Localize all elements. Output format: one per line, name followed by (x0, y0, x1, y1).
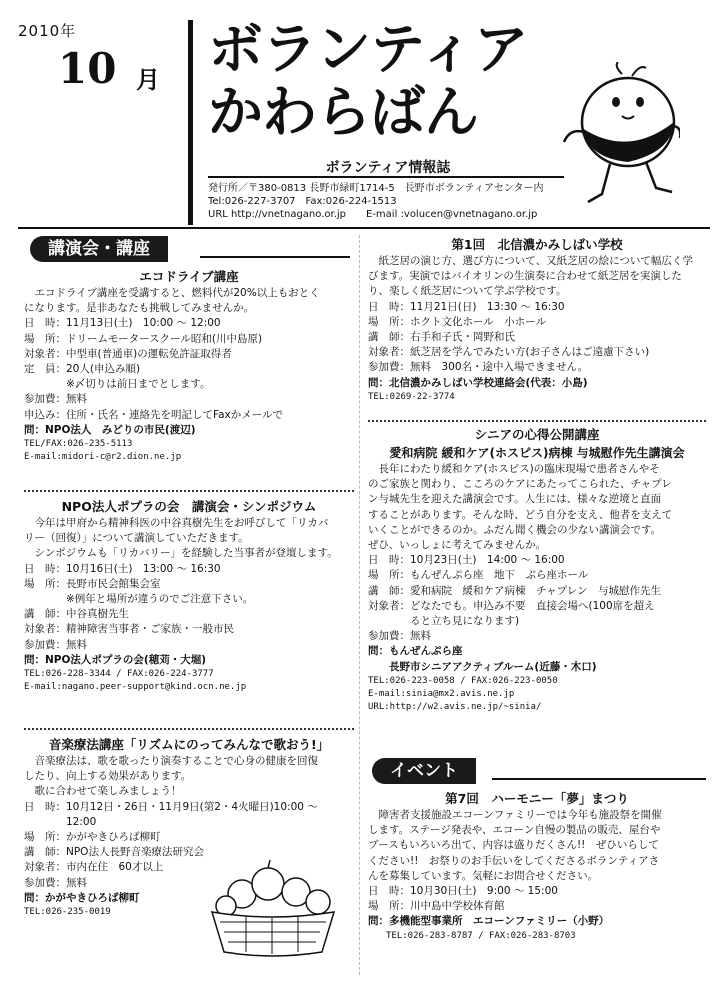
section-events-label: イベント (372, 758, 476, 784)
contact-name: 問：NPO法人 みどりの市民(渡辺) (24, 423, 196, 436)
event-date: 日 時：10月12日・26日・11月9日(第2・4火曜日)10:00 ～ (24, 800, 318, 813)
article-body-line: になります。是非あなたも挑戦してみませんか。 (24, 302, 255, 315)
article-body-line: リー（回復）」について講演していただきます。 (24, 532, 249, 545)
contact-email: E-mail:midori-c@r2.dion.ne.jp (24, 452, 182, 463)
masthead-title-line2: かわらばん (208, 80, 479, 144)
publisher-phone: Tel:026-227-3707 Fax:026-224-1513 (208, 196, 397, 207)
contact-url: URL:http://w2.avis.ne.jp/~sinia/ (368, 701, 542, 712)
issue-month-number: 10 (58, 44, 117, 93)
event-date: 日 時：10月30日(土) 9:00 ～ 15:00 (368, 885, 558, 898)
dotted-divider (24, 728, 354, 730)
event-fee: 参加費：無料 300名・途中入場できません。 (368, 361, 589, 374)
article-subtitle: 愛和病院 緩和ケア(ホスピス)病棟 与城慰作先生講演会 (389, 446, 685, 460)
event-date: 日 時：11月21日(日) 13:30 ～ 16:30 (368, 300, 565, 313)
event-date-cont: 12:00 (66, 815, 97, 828)
contact-tel: TEL:0269-22-3774 (368, 391, 455, 402)
contact-name: 問：もんぜんぷら座 (368, 645, 463, 658)
article-body-line: のご家族と関わり、こころのケアにあたってこられた、チャプレ (368, 478, 672, 491)
event-apply: 申込み：住所・氏名・連絡先を明記してFaxかメールで (24, 408, 284, 421)
contact-tel: TEL:026-228-3344 / FAX:026-224-3777 (24, 669, 214, 680)
section-events-rule (492, 778, 706, 780)
contact-name: 問：多機能型事業所 エコーンファミリー（小野） (368, 915, 610, 928)
article-body-line: 音楽療法は、歌を歌ったり演奏することで心身の健康を回復 (34, 755, 318, 767)
header-divider (188, 20, 193, 225)
article-kamishibai (368, 236, 706, 404)
article-senior-lecture (368, 426, 706, 714)
article-body-line: いくことができるのか。ふだん聞く機会の少ない講演会です。 (368, 523, 662, 536)
event-place: 場 所：川中島中学校体育館 (368, 900, 505, 913)
contact-tel: TEL:026-223-0058 / FAX:026-223-0050 (368, 675, 558, 686)
section-lectures-rule (200, 256, 350, 258)
event-lecturer: 講 師：NPO法人長野音楽療法研究会 (24, 846, 204, 859)
article-eco-drive (24, 268, 354, 464)
event-lecturer: 講 師：中谷真樹先生 (24, 608, 129, 621)
event-capacity: 定 員：20人(申込み順) (24, 363, 141, 376)
event-date: 日 時：10月23日(土) 14:00 ～ 16:00 (368, 554, 565, 567)
event-note: ※〆切りは前日までとします。 (66, 378, 211, 391)
event-date: 日 時：11月13日(土) 10:00 ～ 12:00 (24, 317, 221, 330)
dotted-divider (368, 420, 706, 422)
event-lecturer: 講 師：愛和病院 緩和ケア病棟 チャプレン 与城慰作先生 (368, 584, 662, 597)
contact-email: E-mail:nagano.peer-support@kind.ocn.ne.jp (24, 682, 247, 693)
column-separator (359, 235, 360, 975)
article-body-line: シンポジウムも「リカバリー」を経験した当事者が登壇します。 (34, 547, 338, 560)
issue-year: 2010年 (18, 22, 77, 40)
article-body-line: 歌に合わせて楽しみましょう！ (34, 785, 182, 798)
contact-tel: TEL/FAX:026-235-5113 (24, 439, 133, 450)
section-lectures-header (30, 236, 350, 262)
publisher-url: URL http://vnetnagano.or.jp E-mail :volucen@vnetnagano.or.jp (208, 209, 538, 220)
event-place: 場 所：長野市民会館集会室 (24, 577, 161, 590)
article-title: エコドライブ講座 (139, 269, 239, 284)
publisher-info: 発行所／〒380-0813 長野市緑町1714-5 長野市ボランティアセンター内 (208, 183, 544, 194)
contact-tel: TEL:026-235-0019 (24, 907, 111, 918)
event-place: 場 所：かがやきひろば柳町 (24, 831, 161, 844)
event-target: 対象者：どなたでも。申込み不要 直接会場へ(100席を超え (368, 599, 655, 612)
section-events-header (372, 758, 706, 784)
article-title: シニアの心得公開講座 (474, 427, 600, 442)
event-fee: 参加費：無料 (24, 638, 87, 651)
article-body-line: ブースもいろいろ出て、内容は盛りだくさん!! ぜひいらして (368, 839, 659, 852)
event-place: 場 所：ホクト文化ホール 小ホール (368, 315, 547, 328)
contact-name: 問：北信濃かみしばい学校連絡会(代表：小島) (368, 376, 588, 389)
article-body-line: 紙芝居の演じ方、選び方について、又紙芝居の絵について幅広く学 (378, 255, 693, 267)
masthead-title-line1: ボランティア (208, 17, 528, 81)
masthead-subtitle: ボランティア情報誌 (325, 160, 451, 176)
article-poplar (24, 498, 354, 694)
article-body-line: 長年にわたり緩和ケア(ホスピス)の臨床現場で患者さんやそ (378, 463, 660, 475)
header-rule (18, 227, 710, 229)
event-target: 対象者：紙芝居を学んでみたい方(お子さんはご遠慮下さい) (368, 346, 650, 359)
contact-name: 問：NPO法人ポプラの会(穂苅・大堀) (24, 653, 207, 666)
contact-email: E-mail:sinia@mx2.avis.ne.jp (368, 688, 515, 699)
article-title: 第7回 ハーモニー「夢」まつり (445, 791, 629, 806)
article-body-line: ぜひ、いっしょに考えてみませんか。 (368, 539, 547, 552)
mascot-illustration (560, 62, 680, 222)
event-fee: 参加費：無料 (24, 876, 87, 889)
article-body-line: することがあります。そんな時、どう自分を支え、他者を支えて (368, 508, 673, 521)
event-place: 場 所：ドリームモータースクール昭和(川中島原) (24, 332, 263, 345)
event-lecturer: 講 師：右手和子氏・岡野和氏 (368, 331, 515, 344)
event-note: ※例年と場所が違うのでご注意下さい。 (66, 593, 254, 606)
event-target: 対象者：市内在住 60才以上 (24, 861, 164, 874)
article-body-line: びます。実演ではバイオリンの生演奏に合わせて紙芝居を実演した (368, 270, 682, 283)
event-date: 日 時：10月16日(土) 13:00 ～ 16:30 (24, 562, 221, 575)
article-body-line: します。ステージ発表や、エコーン自慢の製品の販売、屋台や (368, 824, 661, 837)
fruit-basket-illustration (206, 858, 338, 958)
contact-name: 問：かがやきひろば柳町 (24, 891, 140, 904)
contact-tel: TEL:026-283-8787 / FAX:026-283-8703 (386, 930, 576, 941)
article-title: 第1回 北信濃かみしばい学校 (451, 237, 623, 252)
article-body-line: ください!! お祭りのお手伝いをしてくださるボランティアさ (368, 854, 660, 867)
contact-name-cont: 長野市シニアアクティブルーム(近藤・木口) (389, 660, 597, 673)
subtitle-underline (208, 176, 564, 178)
article-body-line: ン与城先生を迎えた講演会です。人生には、様々な逆境と直面 (368, 493, 662, 506)
event-place: 場 所：もんぜんぷら座 地下 ぷら座ホール (368, 569, 589, 582)
event-target-cont: ると立ち見になります) (410, 615, 520, 628)
article-body-line: エコドライブ講座を受講すると、燃料代が20%以上もおとく (34, 287, 320, 299)
dotted-divider (24, 490, 354, 492)
article-body-line: 障害者支援施設エコーンファミリーでは今年も施設祭を開催 (378, 809, 662, 821)
article-title: NPO法人ポプラの会 講演会・シンポジウム (61, 499, 317, 514)
article-body-line: んを募集しています。気軽にお問合せください。 (368, 869, 599, 882)
article-harmony-festival (368, 790, 706, 943)
article-body-line: したり、向上する効果があります。 (24, 770, 192, 783)
article-title: 音楽療法講座「リズムにのってみんなで歌おう!」 (48, 737, 330, 752)
event-target: 対象者：中型車(普通車)の運転免許証取得者 (24, 347, 232, 360)
event-fee: 参加費：無料 (368, 630, 431, 643)
article-body-line: 今年は甲府から精神科医の中谷真樹先生をお呼びして「リカバ (34, 517, 329, 529)
event-fee: 参加費：無料 (24, 393, 87, 406)
section-lectures-label: 講演会・講座 (30, 236, 168, 262)
article-body-line: り、楽しく紙芝居について学ぶ学校です。 (368, 285, 567, 298)
issue-month-suffix: 月 (136, 66, 160, 94)
event-target: 対象者：精神障害当事者・ご家族・一般市民 (24, 623, 234, 636)
